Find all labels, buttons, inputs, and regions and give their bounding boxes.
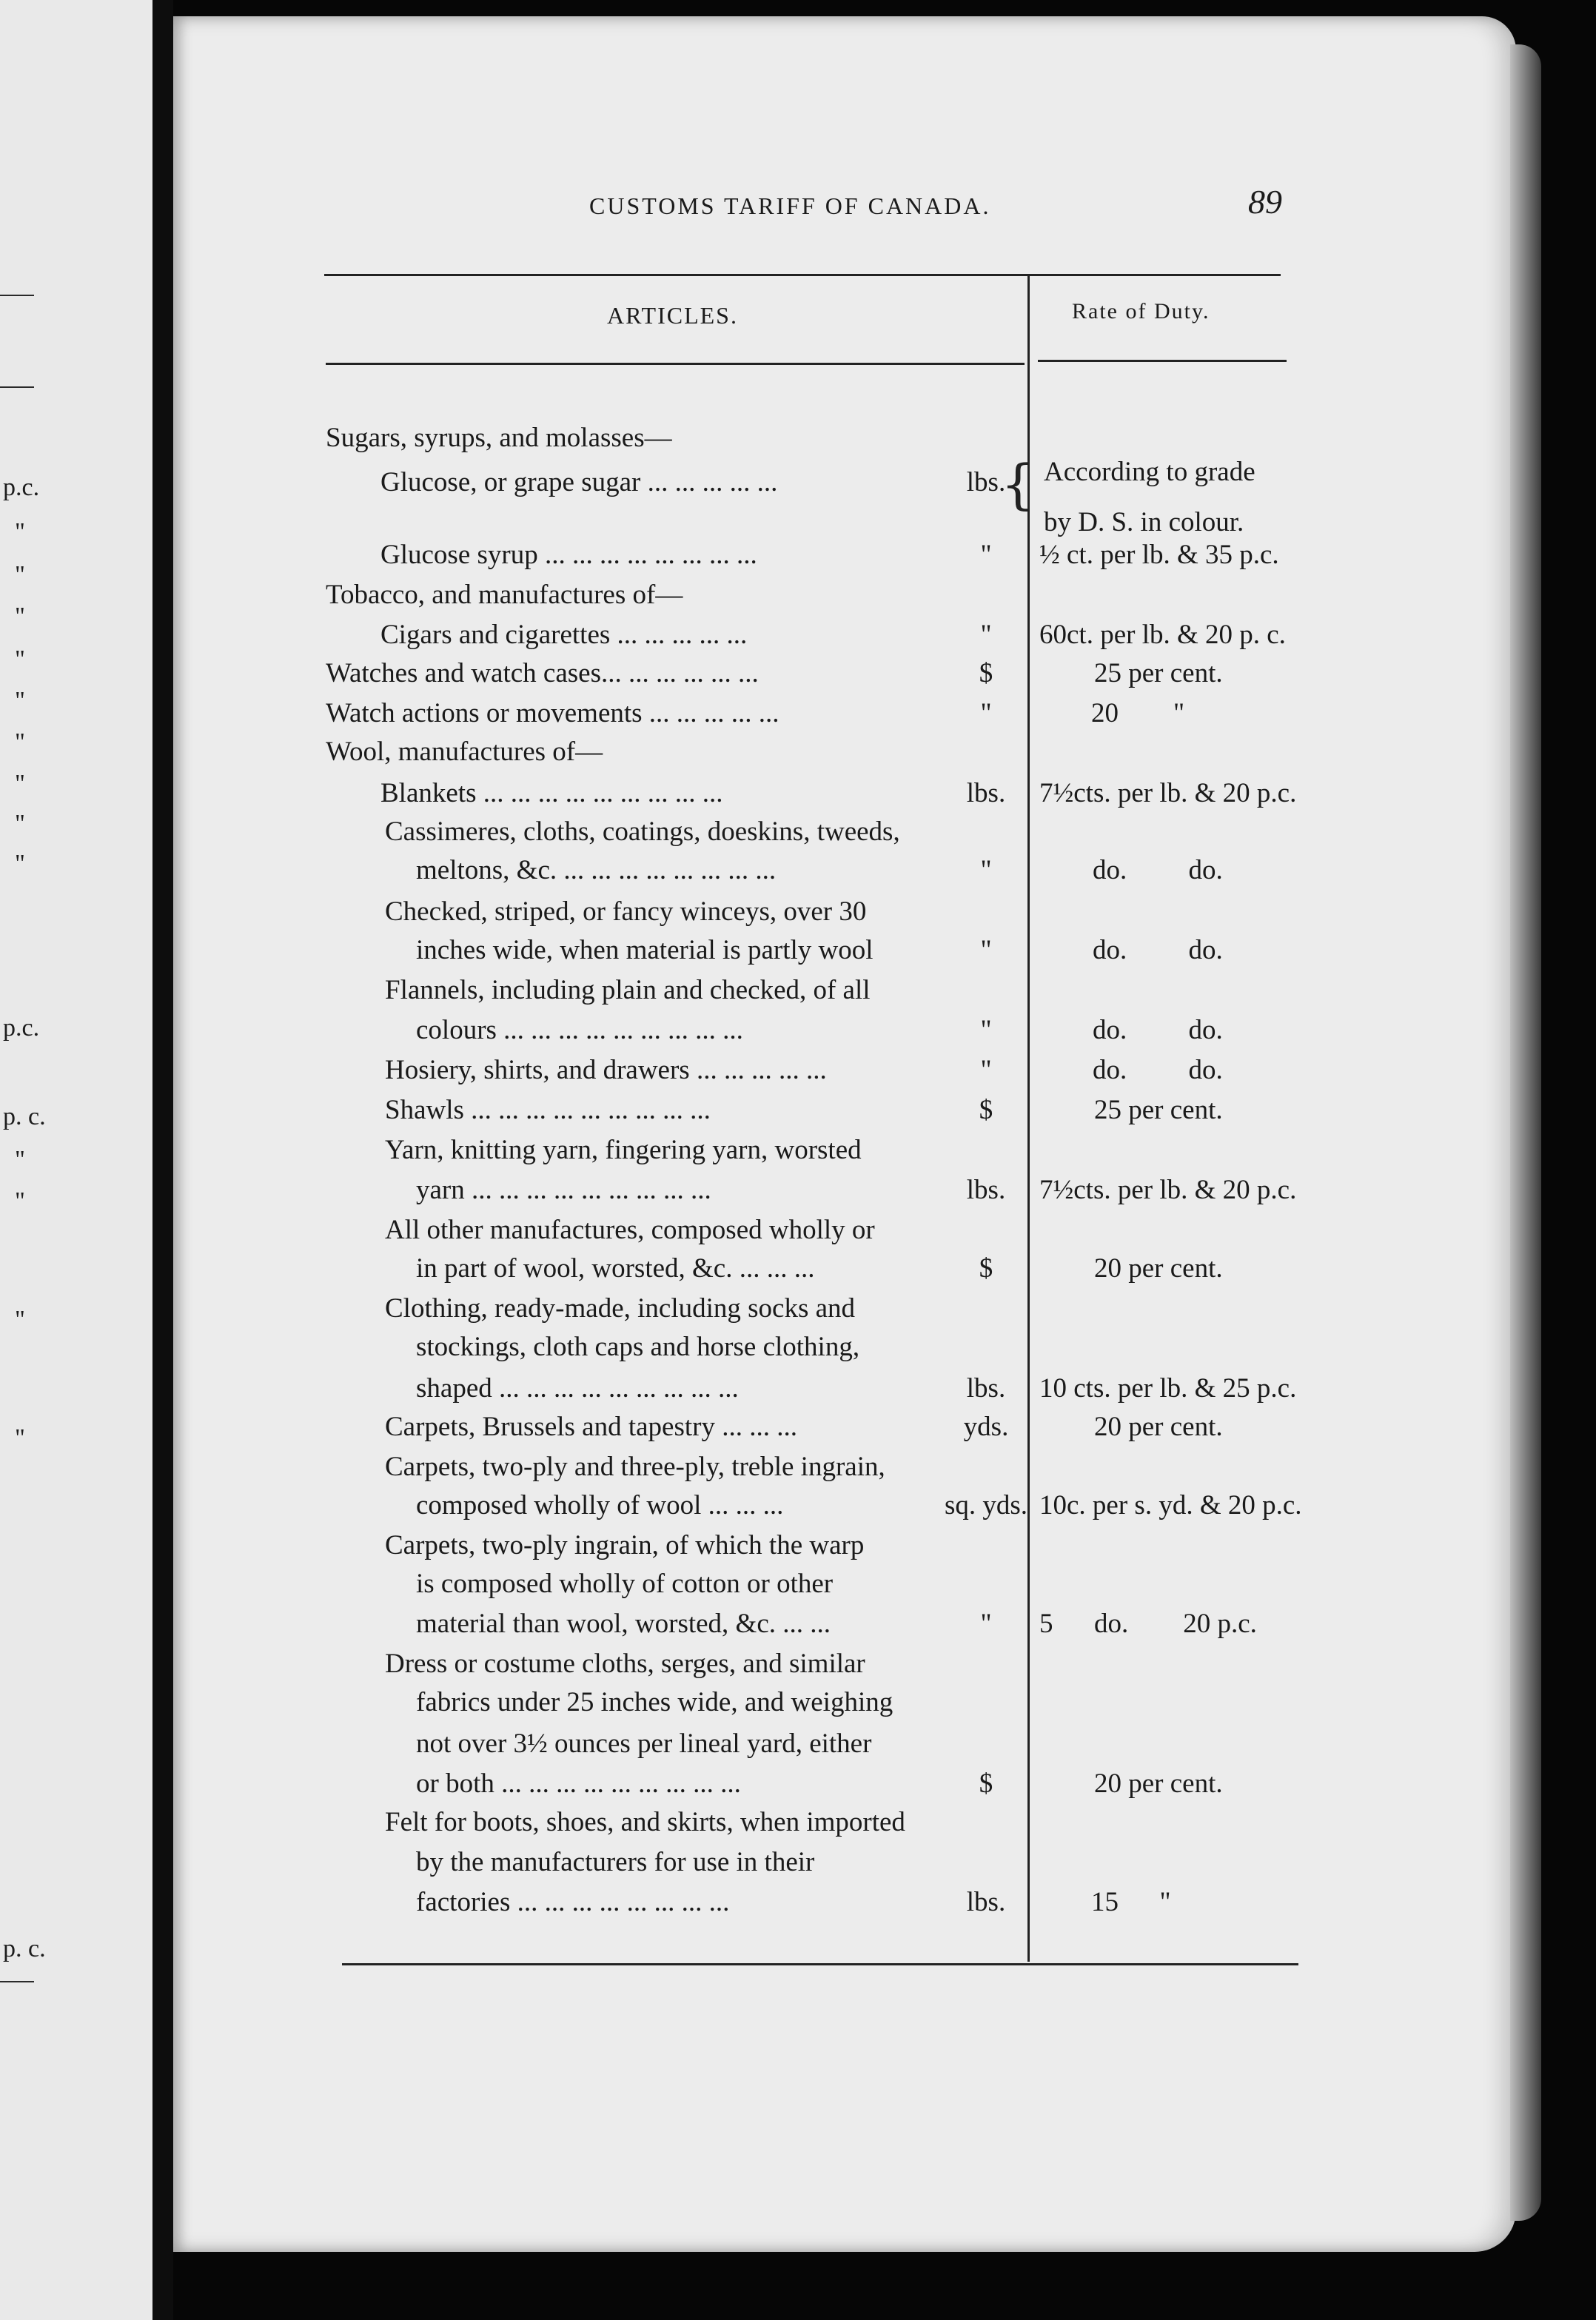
article-text: Sugars, syrups, and molasses—	[326, 423, 672, 453]
rate-text: 20 per cent.	[1094, 1253, 1223, 1284]
rate-text: 10c. per s. yd. & 20 p.c.	[1039, 1490, 1302, 1521]
unit-text: $	[979, 1769, 993, 1799]
facing-page-text: "	[15, 518, 25, 546]
article-text: Blankets ... ... ... ... ... ... ... ... ...	[380, 778, 723, 808]
header-rule-rate	[1038, 360, 1287, 362]
unit-text: "	[980, 540, 992, 570]
article-text: by the manufacturers for use in their	[416, 1847, 815, 1877]
article-text: stockings, cloth caps and horse clothing,	[416, 1332, 860, 1362]
facing-page-text: p.c.	[3, 1014, 40, 1042]
running-title: CUSTOMS TARIFF OF CANADA.	[589, 192, 991, 219]
rate-text: 5 do. 20 p.c.	[1039, 1609, 1257, 1639]
article-text: colours ... ... ... ... ... ... ... ... ...	[416, 1015, 743, 1045]
page-edge	[1510, 44, 1541, 2221]
article-text: not over 3½ ounces per lineal yard, either	[416, 1729, 872, 1759]
article-text: yarn ... ... ... ... ... ... ... ... ...	[416, 1175, 711, 1205]
rate-column-header: Rate of Duty.	[1072, 299, 1210, 323]
facing-page-text: "	[15, 1187, 25, 1215]
rate-text: 7½cts. per lb. & 20 p.c.	[1039, 778, 1297, 808]
facing-page-text: "	[15, 603, 25, 630]
table-bottom-rule	[342, 1963, 1298, 1965]
rate-text: According to grade	[1044, 457, 1255, 487]
article-text: Watch actions or movements ... ... ... ... ...	[326, 698, 779, 728]
book-gutter	[152, 0, 173, 2320]
article-text: Felt for boots, shoes, and skirts, when imported	[385, 1807, 905, 1837]
tariff-page	[173, 16, 1516, 2252]
rate-text: 25 per cent.	[1094, 658, 1223, 688]
facing-page-fragment	[0, 0, 152, 2320]
facing-page-text: p. c.	[3, 1103, 46, 1130]
rate-text: by D. S. in colour.	[1044, 507, 1244, 537]
facing-page-rule	[0, 386, 34, 388]
article-text: factories ... ... ... ... ... ... ... ...	[416, 1887, 730, 1917]
rate-text: do. do.	[1093, 855, 1223, 885]
articles-column-header: ARTICLES.	[607, 302, 738, 329]
rate-text: do. do.	[1093, 1015, 1223, 1045]
article-text: Carpets, two-ply and three-ply, treble ingrain,	[385, 1452, 885, 1482]
unit-text: $	[979, 658, 993, 688]
unit-text: $	[979, 1095, 993, 1125]
facing-page-rule	[0, 1981, 34, 1982]
facing-page-text: "	[15, 1424, 25, 1452]
unit-text: "	[980, 698, 992, 728]
article-text: Glucose syrup ... ... ... ... ... ... ... ...	[380, 540, 757, 570]
rate-text: 25 per cent.	[1094, 1095, 1223, 1125]
facing-page-text: "	[15, 850, 25, 877]
article-text: Cassimeres, cloths, coatings, doeskins, tweeds,	[385, 817, 900, 847]
unit-text: "	[980, 1015, 992, 1045]
unit-text: yds.	[963, 1412, 1009, 1442]
article-text: fabrics under 25 inches wide, and weighing	[416, 1687, 893, 1717]
unit-text: lbs.	[966, 1887, 1006, 1917]
article-text: is composed wholly of cotton or other	[416, 1569, 834, 1599]
facing-page-text: "	[15, 646, 25, 673]
facing-page-text: p. c.	[3, 1935, 46, 1962]
facing-page-text: "	[15, 728, 25, 756]
rate-text: 20 "	[1091, 698, 1185, 728]
article-text: Watches and watch cases... ... ... ... ... ...	[326, 658, 759, 688]
article-text: material than wool, worsted, &c. ... ...	[416, 1609, 831, 1639]
rate-text: 7½cts. per lb. & 20 p.c.	[1039, 1175, 1297, 1205]
article-text: Yarn, knitting yarn, fingering yarn, worsted	[385, 1135, 862, 1165]
unit-text: lbs.	[966, 778, 1006, 808]
article-text: or both ... ... ... ... ... ... ... ... ...	[416, 1769, 741, 1799]
article-text: Checked, striped, or fancy winceys, over 30	[385, 896, 867, 927]
unit-text: "	[980, 935, 992, 965]
rate-text: 20 per cent.	[1094, 1412, 1223, 1442]
unit-text: lbs.	[966, 1175, 1006, 1205]
article-text: Carpets, Brussels and tapestry ... ... ...	[385, 1412, 797, 1442]
article-text: Clothing, ready-made, including socks and	[385, 1293, 856, 1324]
article-text: composed wholly of wool ... ... ...	[416, 1490, 784, 1521]
facing-page-text: "	[15, 1146, 25, 1173]
page-number: 89	[1248, 183, 1282, 221]
article-text: Flannels, including plain and checked, of all	[385, 975, 871, 1005]
unit-text: "	[980, 620, 992, 650]
rate-text: ½ ct. per lb. & 35 p.c.	[1039, 540, 1279, 570]
rate-text: 20 per cent.	[1094, 1769, 1223, 1799]
unit-text: lbs.	[966, 1373, 1006, 1404]
facing-page-text: "	[15, 687, 25, 714]
article-text: Cigars and cigarettes ... ... ... ... ...	[380, 620, 748, 650]
unit-text: sq. yds.	[944, 1490, 1028, 1521]
rate-text: do. do.	[1093, 1055, 1223, 1085]
facing-page-rule	[0, 295, 34, 296]
header-rule-articles	[326, 363, 1025, 365]
article-text: Hosiery, shirts, and drawers ... ... ... ... ...	[385, 1055, 827, 1085]
article-text: Tobacco, and manufactures of—	[326, 580, 683, 610]
article-text: shaped ... ... ... ... ... ... ... ... ...	[416, 1373, 739, 1404]
rate-text: 60ct. per lb. & 20 p. c.	[1039, 620, 1286, 650]
facing-page-text: "	[15, 770, 25, 797]
unit-text: "	[980, 855, 992, 885]
rate-text: do. do.	[1093, 935, 1223, 965]
article-text: in part of wool, worsted, &c. ... ... ...	[416, 1253, 815, 1284]
facing-page-text: p.c.	[3, 474, 40, 501]
rate-text: 15 "	[1091, 1887, 1171, 1917]
brace-glyph: {	[1001, 453, 1035, 515]
article-text: meltons, &c. ... ... ... ... ... ... ... ...	[416, 855, 777, 885]
rate-text: 10 cts. per lb. & 25 p.c.	[1039, 1373, 1297, 1404]
article-text: Carpets, two-ply ingrain, of which the warp	[385, 1530, 865, 1560]
article-text: Shawls ... ... ... ... ... ... ... ... ...	[385, 1095, 711, 1125]
unit-text: lbs.	[966, 467, 1006, 497]
unit-text: "	[980, 1055, 992, 1085]
article-text: Glucose, or grape sugar ... ... ... ... ...	[380, 467, 778, 497]
table-top-rule	[324, 274, 1281, 276]
unit-text: "	[980, 1609, 992, 1639]
facing-page-text: "	[15, 561, 25, 589]
unit-text: $	[979, 1253, 993, 1284]
facing-page-text: "	[15, 1306, 25, 1333]
article-text: Wool, manufactures of—	[326, 737, 603, 767]
article-text: inches wide, when material is partly wool	[416, 935, 874, 965]
article-text: All other manufactures, composed wholly or	[385, 1215, 875, 1245]
article-text: Dress or costume cloths, serges, and similar	[385, 1649, 865, 1679]
facing-page-text: "	[15, 810, 25, 837]
